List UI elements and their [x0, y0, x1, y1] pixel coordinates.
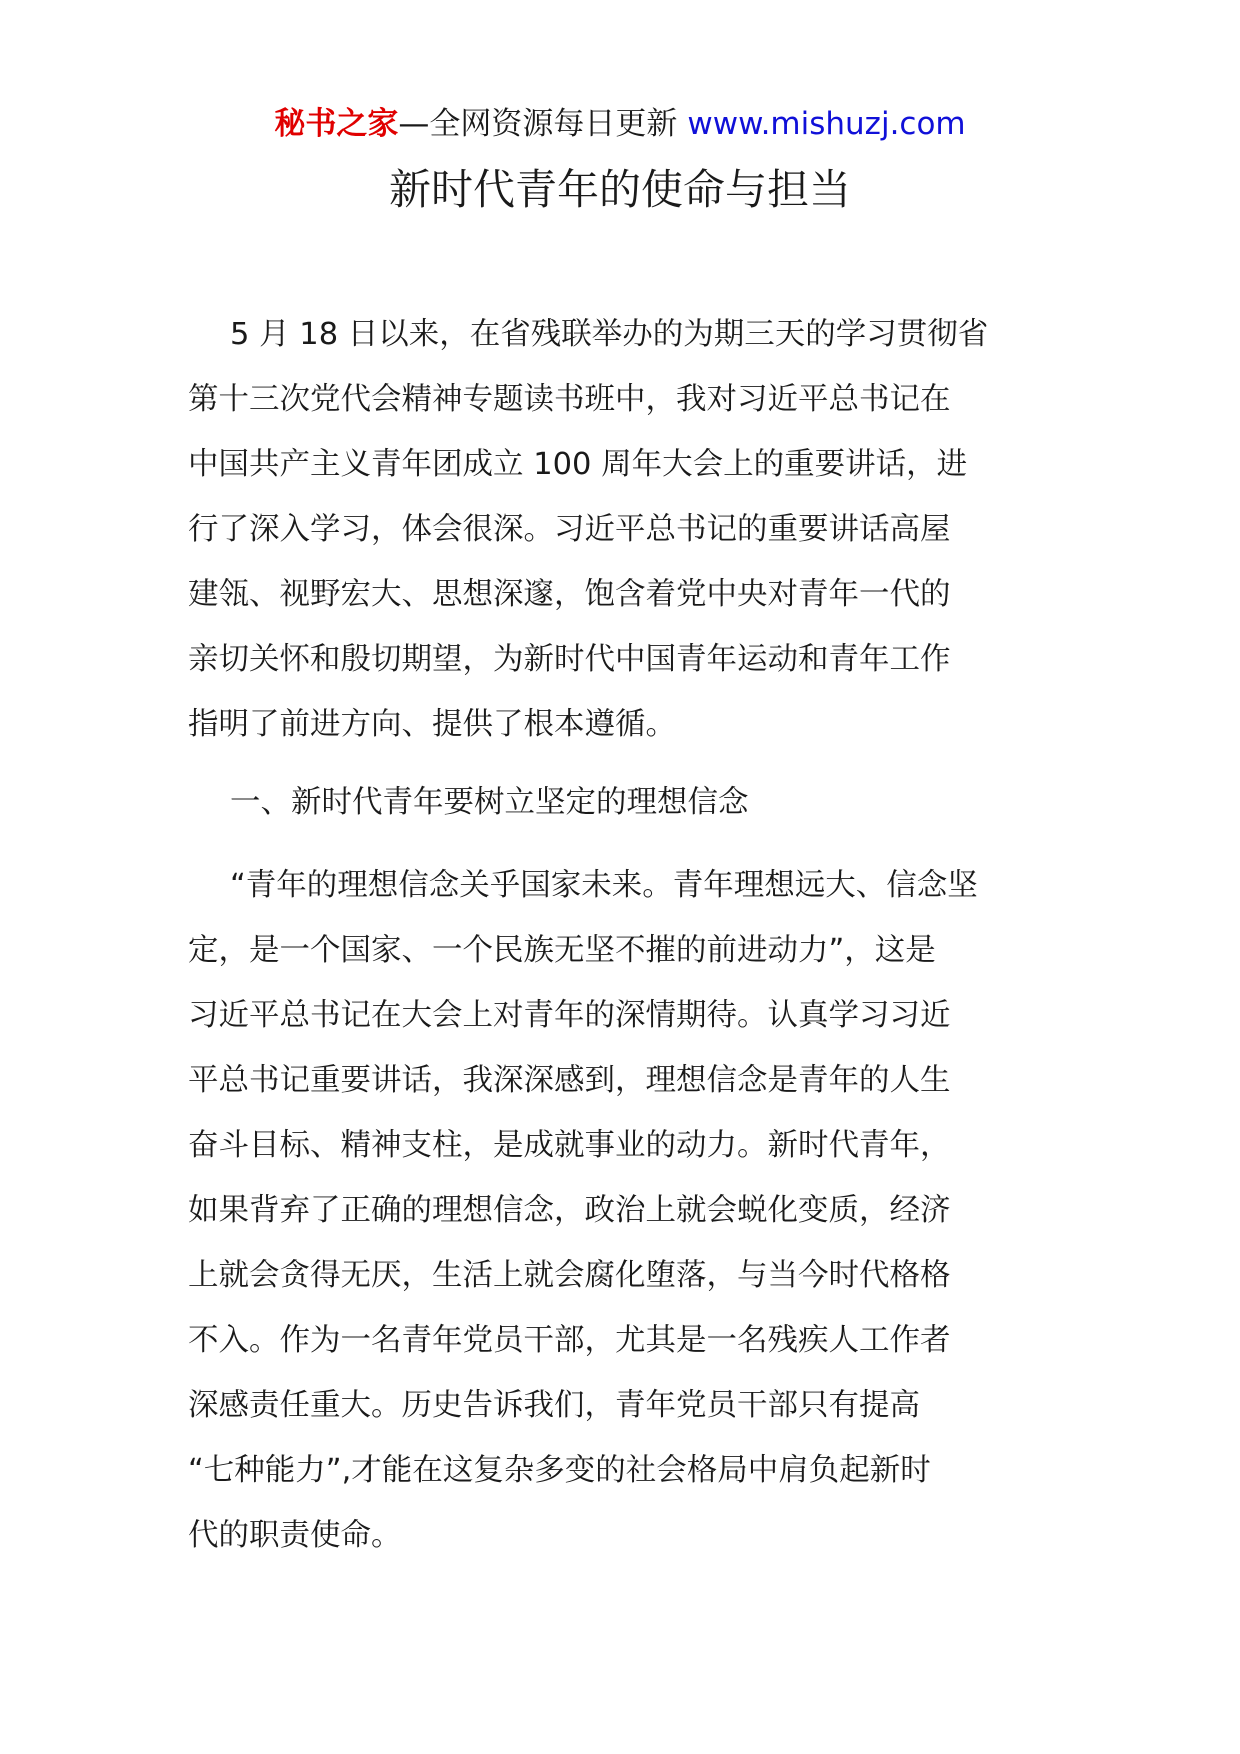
watermark-header	[0, 104, 1240, 144]
paragraph-line: 行了深入学习，体会很深。习近平总书记的重要讲话高屋	[188, 512, 951, 547]
paragraph-line: 奋斗目标、精神支柱，是成就事业的动力。新时代青年，	[188, 1128, 951, 1163]
paragraph-line: 习近平总书记在大会上对青年的深情期待。认真学习习近	[188, 998, 951, 1033]
paragraph-line: 代的职责使命。	[188, 1518, 402, 1553]
header-slogan: —全网资源每日更新	[398, 106, 678, 142]
paragraph-line: “七种能力”,才能在这复杂多变的社会格局中肩负起新时	[188, 1453, 931, 1488]
section-heading-text: 一、新时代青年要树立坚定的理想信念	[230, 785, 749, 820]
paragraph-line: 如果背弃了正确的理想信念，政治上就会蜕化变质，经济	[188, 1193, 951, 1228]
paragraph-line: 定，是一个国家、一个民族无坚不摧的前进动力”，这是	[188, 933, 936, 968]
paragraph-line: 中国共产主义青年团成立 100 周年大会上的重要讲话，进	[188, 447, 968, 482]
paragraph-line: 平总书记重要讲话，我深深感到，理想信念是青年的人生	[188, 1063, 951, 1098]
paragraph-line: 不入。作为一名青年党员干部，尤其是一名残疾人工作者	[188, 1323, 951, 1358]
brand-name: 秘书之家	[274, 106, 399, 142]
paragraph-line: 深感责任重大。历史告诉我们，青年党员干部只有提高	[188, 1388, 920, 1423]
section-heading	[188, 770, 1060, 835]
document-title: 新时代青年的使命与担当	[388, 165, 851, 214]
paragraph-line: “青年的理想信念关乎国家未来。青年理想远大、信念坚	[230, 868, 978, 903]
paragraph-line: 上就会贪得无厌，生活上就会腐化堕落，与当今时代格格	[188, 1258, 951, 1293]
paragraph-line: 第十三次党代会精神专题读书班中，我对习近平总书记在	[188, 382, 951, 417]
paragraph-line: 建瓴、视野宏大、思想深邃，饱含着党中央对青年一代的	[188, 577, 951, 612]
paragraph-intro	[188, 302, 1060, 757]
paragraph-line: 亲切关怀和殷切期望，为新时代中国青年运动和青年工作	[188, 642, 951, 677]
site-url-link[interactable]: www.mishuzj.com	[687, 106, 966, 142]
paragraph-line: 5 月 18 日以来，在省残联举办的为期三天的学习贯彻省	[230, 317, 989, 352]
paragraph-line: 指明了前进方向、提供了根本遵循。	[188, 707, 676, 742]
paragraph-ideals	[188, 853, 1060, 1568]
